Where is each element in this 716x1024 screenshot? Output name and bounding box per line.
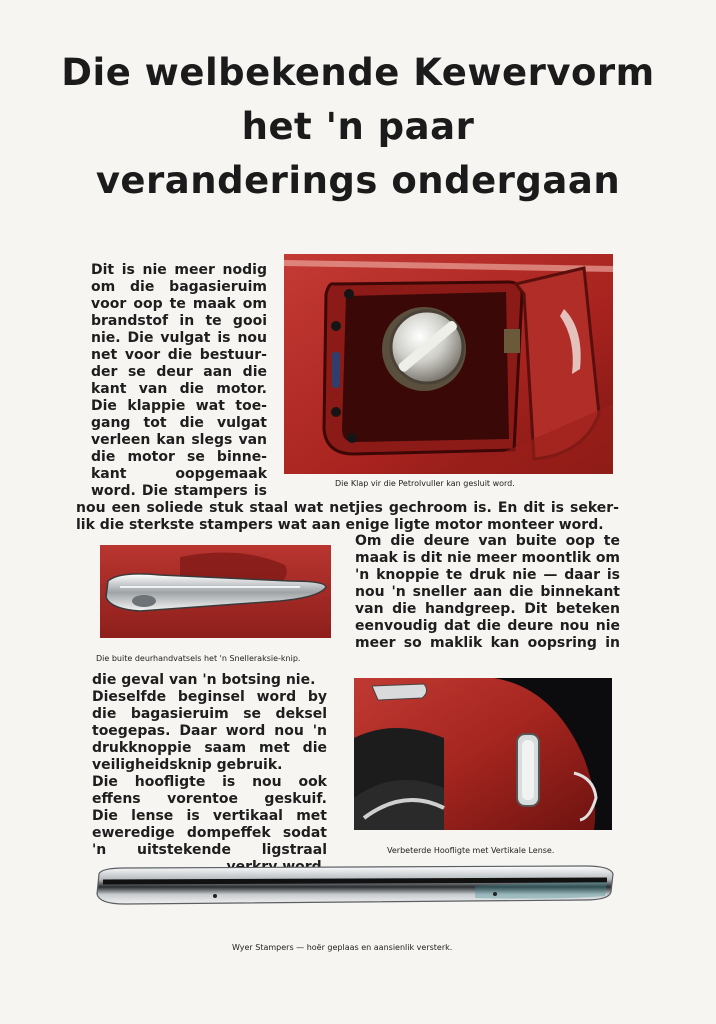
bumper-photo — [95, 860, 615, 924]
headlight-caption: Verbeterde Hoofligte met Vertikale Lense. — [387, 846, 555, 855]
title-line-3: veranderings ondergaan — [95, 159, 621, 202]
text-line: effens vorentoe geskuif. — [92, 791, 327, 807]
text-line: Om die deure van buite oop te — [355, 533, 620, 549]
text-line: Die hoofligte is nou ook — [92, 774, 327, 790]
text-line: veiligheidsknip gebruik. — [92, 757, 283, 773]
text-line: eweredige dompeffek sodat — [92, 825, 327, 841]
text-line: kant van die motor. — [91, 381, 267, 397]
text-line: eenvoudig dat die deure nou nie — [355, 618, 620, 634]
text-line: nou een soliede stuk staal wat netjies gechroom is. En dit is seker- — [76, 500, 619, 516]
text-line: om die bagasieruim — [91, 279, 267, 295]
text-line: net voor die bestuur- — [91, 347, 267, 363]
text-line: verleen kan slegs van — [91, 432, 267, 448]
door-handle-photo — [100, 545, 331, 638]
text-line: Dieselfde beginsel word by — [92, 689, 327, 705]
text-line: meer so maklik kan oopsring in — [355, 635, 620, 651]
text-line: voor oop te maak om — [91, 296, 267, 312]
fuel-flap-photo — [284, 254, 613, 474]
paragraph-fuel-narrow — [91, 262, 267, 500]
text-line: 'n uitstekende ligstraal — [92, 842, 327, 858]
text-line: van die handgreep. Dit beteken — [355, 601, 620, 617]
text-line: der se deur aan die — [91, 364, 267, 380]
text-line: Dit is nie meer nodig — [91, 262, 267, 278]
text-line: toegepas. Daar word nou 'n — [92, 723, 327, 739]
text-line: gang tot die vulgat — [91, 415, 267, 431]
paragraph-door-handle — [355, 533, 620, 652]
text-line: Die lense is vertikaal met — [92, 808, 327, 824]
bumper-caption: Wyer Stampers — hoër geplaas en aansienlik versterk. — [232, 943, 453, 952]
text-line: nou 'n sneller aan die binnekant — [355, 584, 620, 600]
paragraph-headlights — [92, 672, 327, 876]
text-line: drukknoppie saam met die — [92, 740, 327, 756]
text-line: nie. Die vulgat is nou — [91, 330, 267, 346]
text-line: Die klappie wat toe- — [91, 398, 267, 414]
title-line-2: het 'n paar — [241, 105, 475, 148]
text-line: 'n knoppie te druk nie — daar is — [355, 567, 620, 583]
text-line: die geval van 'n botsing nie. — [92, 672, 316, 688]
paragraph-bumper-wide — [76, 500, 619, 534]
page-title — [20, 46, 696, 208]
text-line: word. Die stampers is — [91, 483, 267, 499]
text-line: brandstof in te gooi — [91, 313, 267, 329]
headlight-photo — [354, 678, 612, 830]
title-line-1: Die welbekende Kewervorm — [61, 51, 655, 94]
text-line: lik die sterkste stampers wat aan enige ligte motor monteer word. — [76, 517, 604, 533]
text-line: die motor se binne- — [91, 449, 267, 465]
text-line: die bagasieruim se deksel — [92, 706, 327, 722]
fuel-flap-caption: Die Klap vir die Petrolvuller kan gesluit word. — [335, 479, 515, 488]
text-line: kant oopgemaak — [91, 466, 267, 482]
door-handle-caption: Die buite deurhandvatsels het 'n Snelleraksie-knip. — [96, 654, 301, 663]
text-line: maak is dit nie meer moontlik om — [355, 550, 621, 566]
